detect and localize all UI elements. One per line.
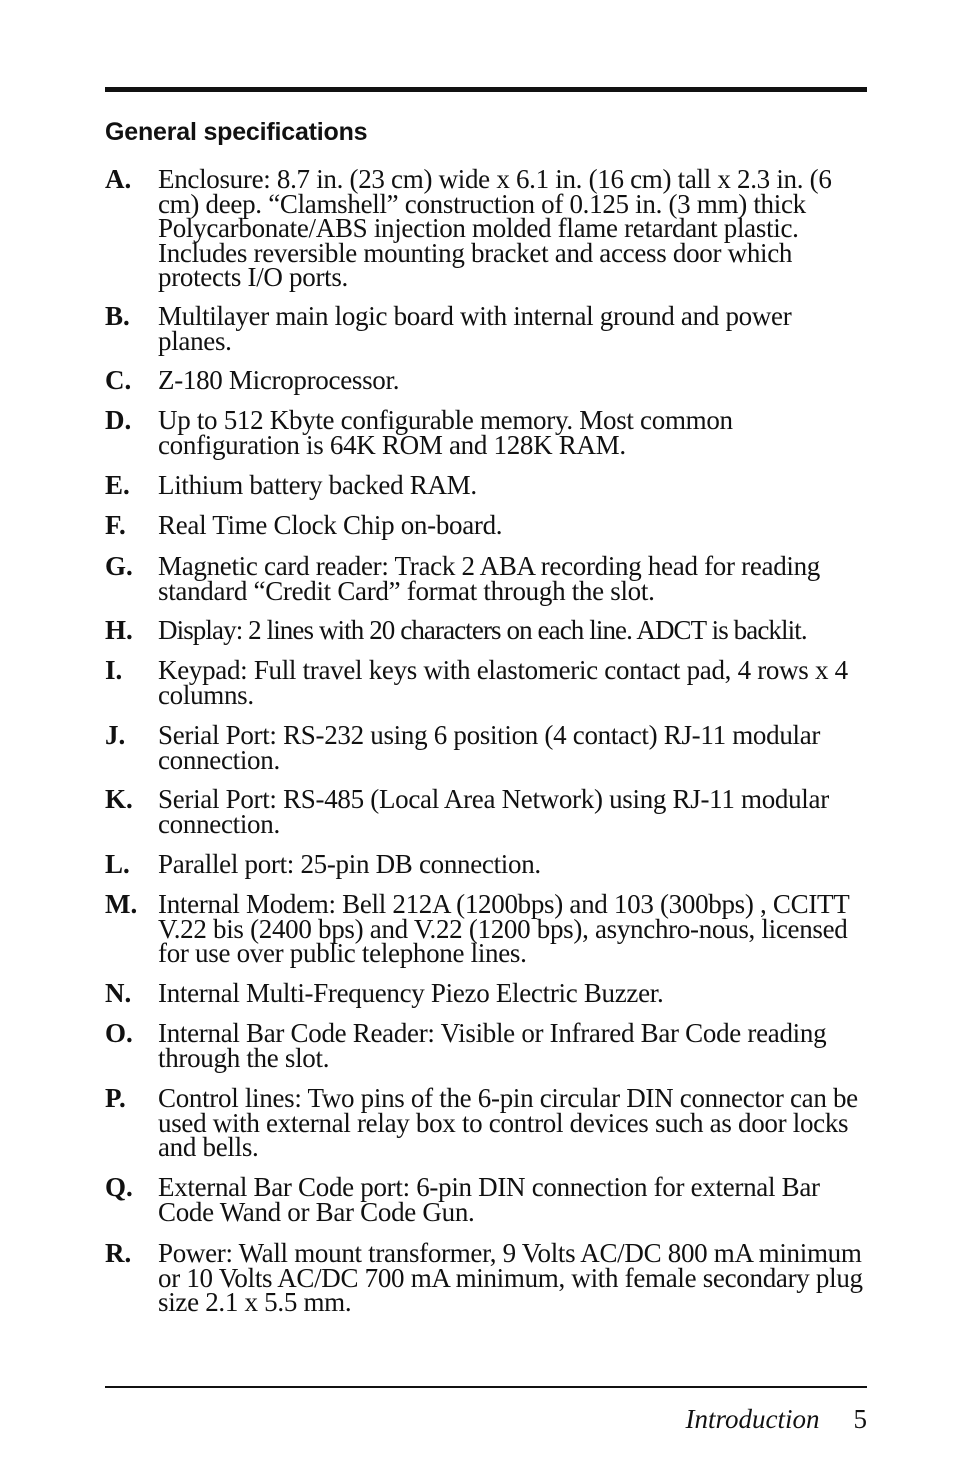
- item-letter: J.: [105, 720, 126, 750]
- top-rule: [105, 87, 867, 92]
- item-text: Magnetic card reader: Track 2 ABA recording head for reading standard “Credit Card” format through the slot.: [158, 551, 821, 606]
- item-text: Internal Bar Code Reader: Visible or Infrared Bar Code reading through the slot.: [158, 1018, 827, 1073]
- item-letter: P.: [105, 1083, 126, 1113]
- page-number: 5: [853, 1404, 867, 1434]
- item-letter: N.: [105, 978, 132, 1008]
- item-letter: D.: [105, 405, 132, 435]
- item-text: Enclosure: 8.7 in. (23 cm) wide x 6.1 in. (16 cm) tall x 2.3 in. (6 cm) deep. “Clamshell” construction of 0.125 in. (3 mm) thick Polycarbonate/ABS injection molded flame retardant plastic. Includes reversible mounting bracket and access door which protects I/O ports.: [158, 164, 832, 292]
- item-text: Up to 512 Kbyte configurable memory. Most common configuration is 64K ROM and 128K RAM.: [158, 405, 733, 460]
- item-text: Internal Modem: Bell 212A (1200bps) and 103 (300bps) , CCITT V.22 bis (2400 bps) and V.22 (1200 bps), asynchro-nous, licensed for use over public telephone lines.: [158, 889, 849, 968]
- item-letter: A.: [105, 164, 132, 194]
- item-letter: Q.: [105, 1172, 133, 1202]
- item-text: Parallel port: 25-pin DB connection.: [158, 849, 541, 879]
- item-text: Internal Multi-Frequency Piezo Electric Buzzer.: [158, 978, 664, 1008]
- item-letter: R.: [105, 1238, 132, 1268]
- item-letter: O.: [105, 1018, 133, 1048]
- item-text: Display: 2 lines with 20 characters on each line. ADCT is backlit.: [158, 615, 807, 645]
- bottom-rule: [105, 1386, 867, 1388]
- item-letter: H.: [105, 615, 133, 645]
- item-text: Real Time Clock Chip on-board.: [158, 510, 503, 540]
- item-text: Control lines: Two pins of the 6-pin circular DIN connector can be used with external relay box to control devices such as door locks and bells.: [158, 1083, 858, 1162]
- footer-section-title: Introduction: [685, 1404, 820, 1434]
- item-text: Lithium battery backed RAM.: [158, 470, 477, 500]
- item-letter: M.: [105, 889, 138, 919]
- item-text: Keypad: Full travel keys with elastomeric contact pad, 4 rows x 4 columns.: [158, 655, 848, 710]
- item-letter: L.: [105, 849, 130, 879]
- item-letter: F.: [105, 510, 126, 540]
- item-text: Serial Port: RS-232 using 6 position (4 contact) RJ-11 modular connection.: [158, 720, 821, 775]
- item-letter: C.: [105, 365, 132, 395]
- item-letter: E.: [105, 470, 130, 500]
- item-letter: G.: [105, 551, 133, 581]
- item-letter: I.: [105, 655, 123, 685]
- item-text: Serial Port: RS-485 (Local Area Network) using RJ-11 modular connection.: [158, 784, 829, 839]
- item-text: Multilayer main logic board with internal ground and power planes.: [158, 301, 792, 356]
- item-text: Z-180 Microprocessor.: [158, 365, 400, 395]
- item-text: Power: Wall mount transformer, 9 Volts AC/DC 800 mA minimum or 10 Volts AC/DC 700 mA minimum, with female secondary plug size 2.1 x 5.5 mm.: [158, 1238, 863, 1317]
- section-heading: General specifications: [105, 118, 368, 146]
- item-text: External Bar Code port: 6-pin DIN connection for external Bar Code Wand or Bar Code Gun.: [158, 1172, 820, 1227]
- item-letter: K.: [105, 784, 133, 814]
- page-footer: [686, 1404, 868, 1435]
- item-letter: B.: [105, 301, 130, 331]
